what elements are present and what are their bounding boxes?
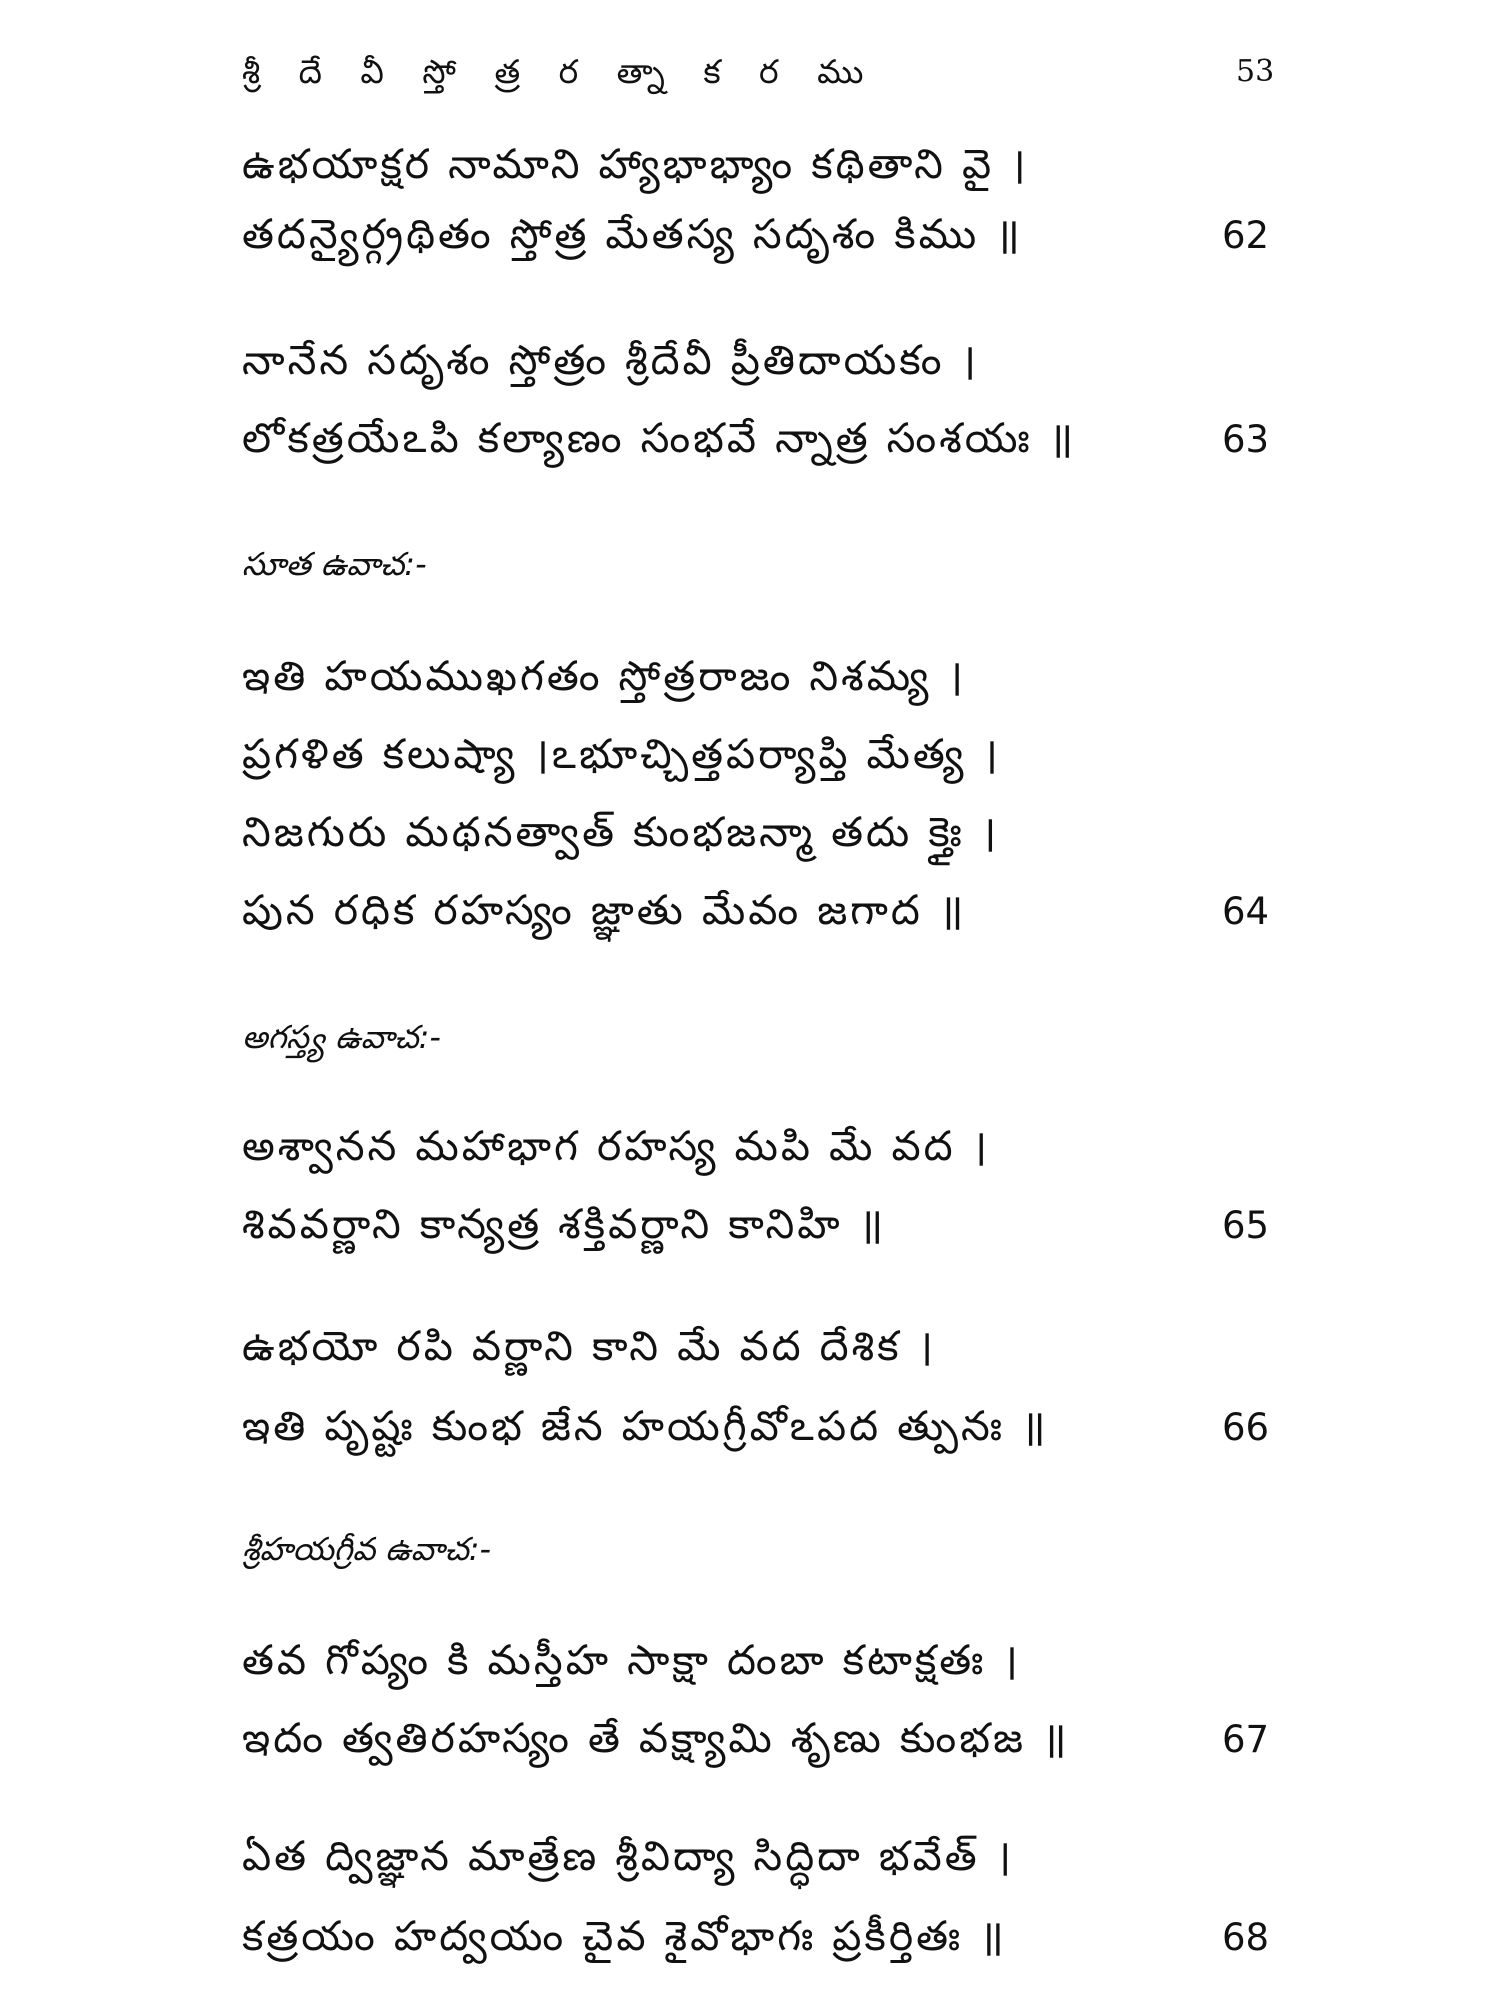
verse-number: 64 <box>1222 890 1270 933</box>
verse-line: కత్రయం హద్వయం చైవ శైవోభాగః ప్రకీర్తితః ॥ <box>242 1912 1007 1960</box>
verse-line: ఉభయో రపి వర్ణాని కాని మే వద దేశిక । <box>242 1322 937 1370</box>
verse-line: ఇతి హయముఖగతం స్తోత్రరాజం నిశమ్య । <box>242 652 967 700</box>
verse-line: నానేన సదృశం స్తోత్రం శ్రీదేవీ ప్రీతిదాయకం । <box>242 336 980 384</box>
verse-number: 67 <box>1222 1718 1270 1761</box>
speaker-heading: సూత ఉవాచ:- <box>242 545 427 583</box>
verse-number: 68 <box>1222 1916 1270 1959</box>
verse-line: అశ్వానన మహాభాగ రహస్య మపి మే వద । <box>242 1122 991 1170</box>
verse-line: తదన్యైర్గ్రథితం స్తోత్ర మేతస్య సదృశం కిము ॥ <box>242 210 1023 258</box>
speaker-heading: శ్రీహయగ్రీవ ఉవాచ:- <box>242 1530 492 1568</box>
verse-line: శివవర్ణాని కాన్యత్ర శక్తివర్ణాని కానిహి ॥ <box>242 1200 887 1248</box>
verse-line: ప్రగళిత కలుష్యా ।ఽభూచ్చిత్తపర్యాప్తి మేత్య । <box>242 730 1001 778</box>
speaker-heading: అగస్త్య ఉవాచ:- <box>242 1018 441 1056</box>
verse-line: పున రధిక రహస్యం జ్ఞాతు మేవం జగాద ॥ <box>242 886 967 934</box>
verse-line: ఇదం త్వతిరహస్యం తే వక్ష్యామి శృణు కుంభజ ॥ <box>242 1714 1070 1762</box>
verse-number: 65 <box>1222 1204 1270 1247</box>
verse-number: 63 <box>1222 418 1270 461</box>
running-title: శ్రీ దే వీ స్తో త్ర ర త్నా క ర ము <box>242 52 878 91</box>
verse-number: 66 <box>1222 1406 1270 1449</box>
verse-line: ఉభయాక్షర నామాని హ్యాభాభ్యాం కథితాని వై । <box>242 140 1029 188</box>
verse-line: తవ గోప్యం కి మస్తీహ సాక్షా దంబా కటాక్షతః । <box>242 1636 1021 1684</box>
verse-number: 62 <box>1222 214 1270 257</box>
verse-line: నిజగురు మథనత్వాత్ కుంభజన్మా తదు క్తైః । <box>242 808 1000 856</box>
verse-line: ఇతి పృష్టః కుంభ జేన హయగ్రీవోఽపద త్పునః ॥ <box>242 1402 1049 1450</box>
verse-line: లోకత్రయేఽపి కల్యాణం సంభవే న్నాత్ర సంశయః ॥ <box>242 414 1077 462</box>
page-number: 53 <box>1236 54 1275 89</box>
verse-line: ఏత ద్విజ్ఞాన మాత్రేణ శ్రీవిద్యా సిద్ధిదా భవేత్ । <box>242 1832 1015 1880</box>
